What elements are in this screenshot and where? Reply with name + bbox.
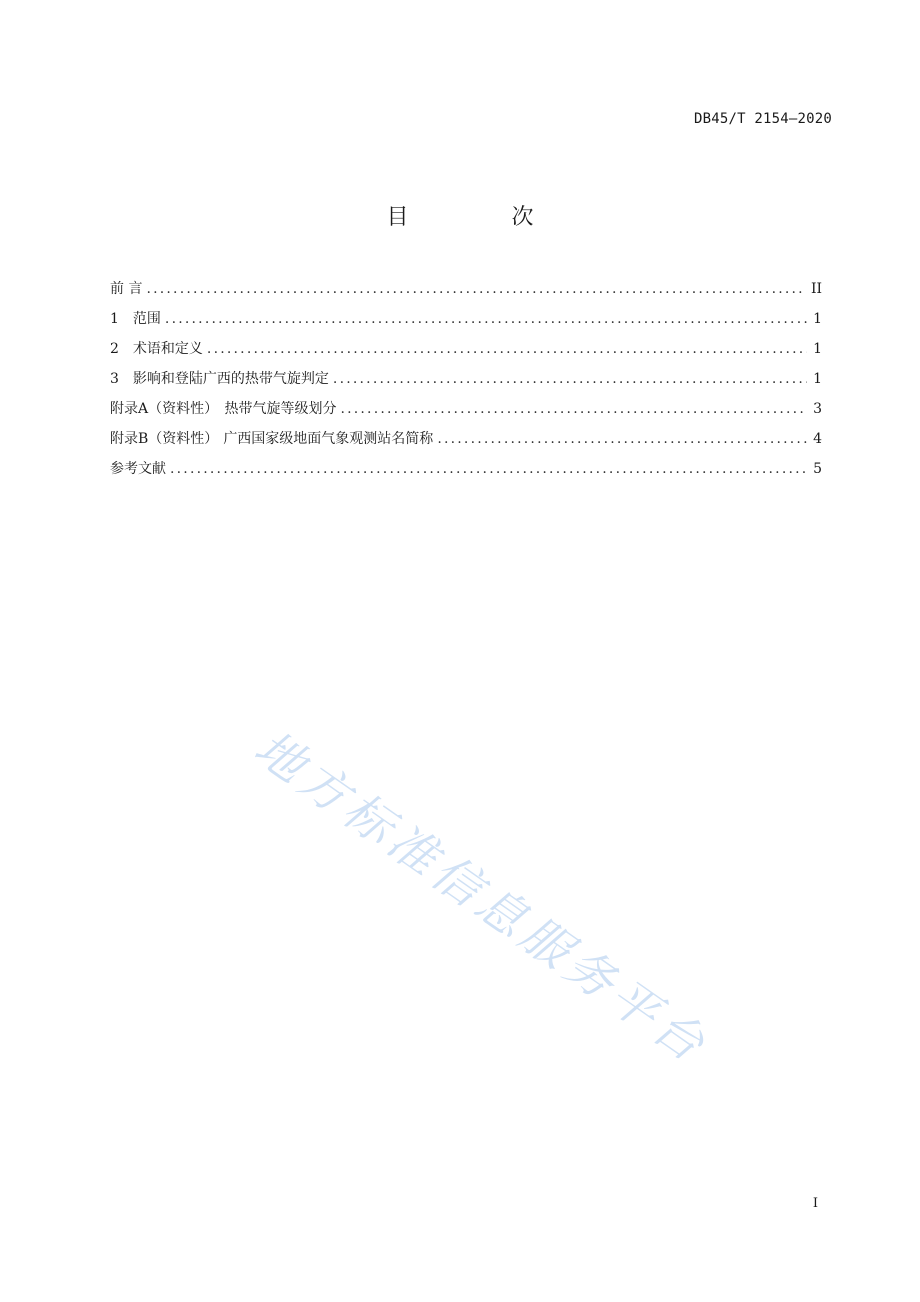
table-of-contents <box>110 278 822 488</box>
toc-leader-dots <box>207 341 807 357</box>
toc-entry-determination[interactable] <box>110 368 822 398</box>
toc-entry-page: 1 <box>813 341 822 357</box>
toc-entry-page: II <box>810 281 822 297</box>
toc-leader-dots <box>333 371 807 387</box>
toc-entry-label: 影响和登陆广西的热带气旋判定 <box>132 371 329 387</box>
toc-entry-label: 范围 <box>132 311 161 327</box>
toc-entry-terms[interactable] <box>110 338 822 368</box>
toc-leader-dots <box>437 431 807 447</box>
page-title: 目 次 <box>386 205 582 230</box>
toc-entry-scope[interactable] <box>110 308 822 338</box>
toc-entry-page: 3 <box>813 401 822 417</box>
toc-entry-prefix: 附录A（资料性） <box>110 401 219 417</box>
toc-entry-label: 术语和定义 <box>132 341 203 357</box>
toc-entry-page: 1 <box>813 311 822 327</box>
toc-entry-number: 3 <box>110 371 119 387</box>
toc-entry-page: 5 <box>813 461 822 477</box>
toc-entry-appendix-a[interactable] <box>110 398 822 428</box>
toc-entry-page: 1 <box>813 371 822 387</box>
toc-entry-label: 参考文献 <box>110 461 166 477</box>
watermark-text: 地方标准信息服务平台 <box>244 719 719 1076</box>
toc-entry-foreword[interactable] <box>110 278 822 308</box>
document-code: DB45/T 2154—2020 <box>693 111 832 127</box>
toc-entry-page: 4 <box>813 431 822 447</box>
toc-entry-prefix: 附录B（资料性） <box>110 431 219 447</box>
toc-entry-label: 广西国家级地面气象观测站名简称 <box>223 431 434 447</box>
toc-entry-label: 前 言 <box>110 281 143 297</box>
toc-entry-number: 2 <box>110 341 119 357</box>
toc-leader-dots <box>165 311 807 327</box>
toc-entry-label: 热带气旋等级划分 <box>224 401 337 417</box>
page-number: I <box>812 1196 818 1211</box>
toc-leader-dots <box>340 401 807 417</box>
toc-entry-appendix-b[interactable] <box>110 428 822 458</box>
toc-entry-number: 1 <box>110 311 119 327</box>
toc-leader-dots <box>170 461 807 477</box>
toc-entry-references[interactable] <box>110 458 822 488</box>
toc-leader-dots <box>146 281 804 297</box>
